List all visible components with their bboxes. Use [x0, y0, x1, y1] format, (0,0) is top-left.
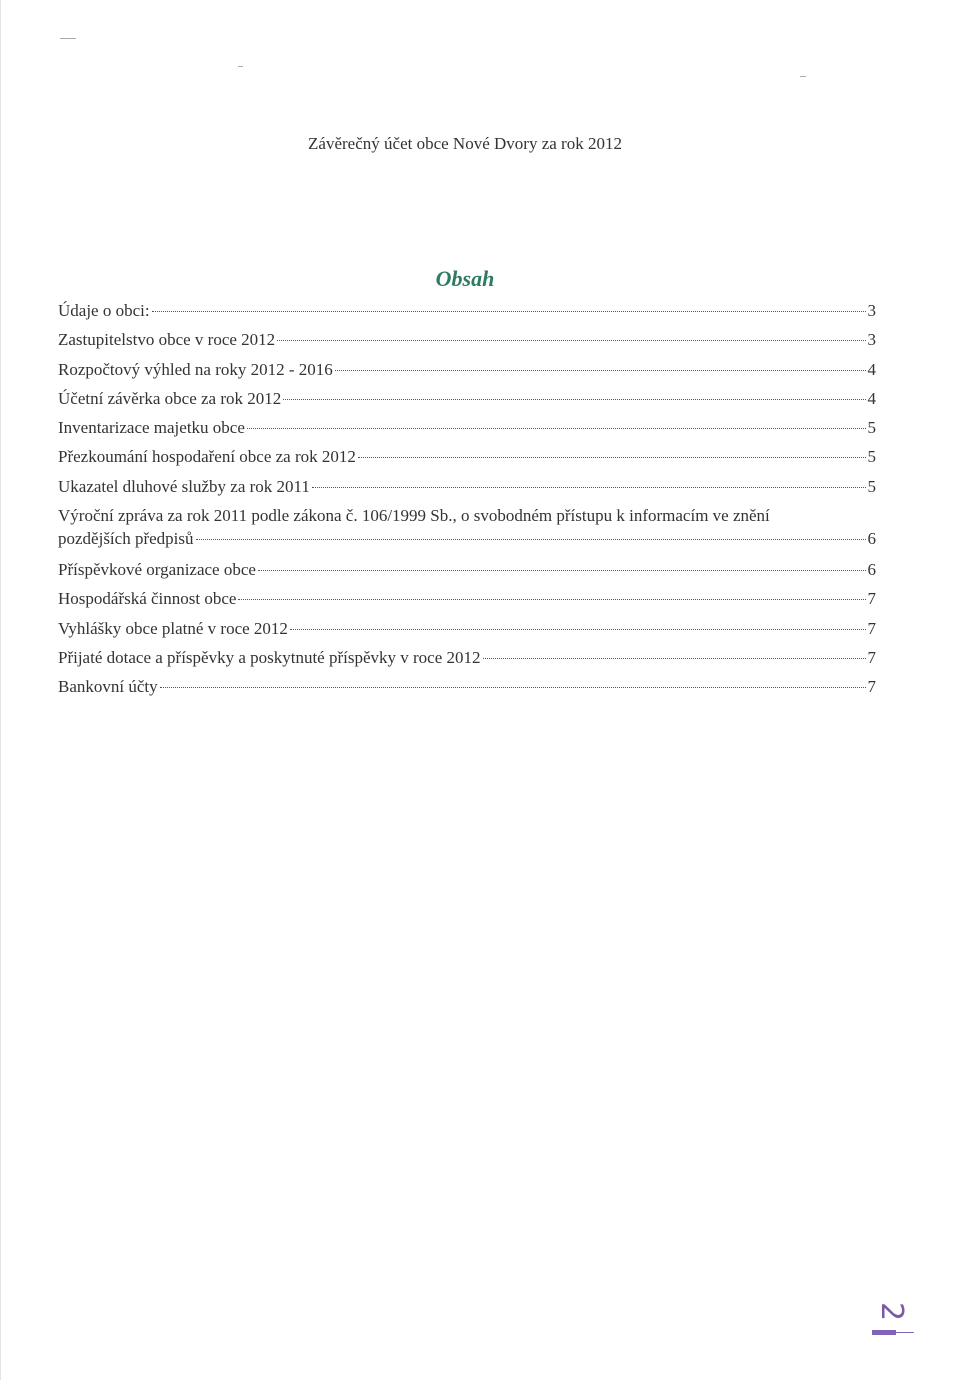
toc-page-number: 7 [867, 589, 876, 609]
toc-heading: Obsah [435, 266, 495, 291]
toc-leader-dots [258, 570, 866, 571]
toc-entry[interactable] [58, 672, 876, 701]
toc-leader-dots [483, 658, 866, 659]
page-number-stamp [872, 1298, 918, 1338]
toc-entry[interactable] [58, 643, 876, 672]
toc-entry[interactable] [58, 501, 876, 555]
toc-entry-text: Ukazatel dluhové služby za rok 2011 [58, 476, 310, 496]
toc-page-number: 5 [867, 418, 876, 438]
toc-page-number: 7 [867, 618, 876, 638]
toc-entry-text: Příspěvkové organizace obce [58, 560, 256, 580]
toc-leader-dots [358, 457, 866, 458]
toc-entry[interactable] [58, 296, 876, 325]
toc-leader-dots [335, 370, 866, 371]
toc-leader-dots [283, 399, 865, 400]
toc-entry[interactable] [58, 384, 876, 413]
toc-page-number: 3 [867, 301, 876, 320]
stamp-bar [872, 1330, 896, 1335]
table-of-contents [58, 296, 876, 702]
toc-entry[interactable] [58, 472, 876, 501]
toc-entry[interactable] [58, 355, 876, 384]
toc-page-number: 6 [867, 560, 876, 580]
toc-leader-dots [160, 687, 866, 688]
toc-entry[interactable] [58, 442, 876, 471]
toc-entry[interactable] [58, 555, 876, 584]
toc-leader-dots [152, 311, 866, 312]
toc-leader-dots [247, 428, 866, 429]
toc-entry[interactable] [58, 584, 876, 613]
toc-entry-text: Výroční zpráva za rok 2011 podle zákona č. 106/1999 Sb., o svobodném přístupu k informacím ve znění [58, 506, 770, 526]
toc-leader-dots [238, 599, 865, 600]
scan-speck [238, 66, 243, 67]
toc-entry-text: Přijaté dotace a příspěvky a poskytnuté příspěvky v roce 2012 [58, 647, 481, 667]
toc-entry-text: Inventarizace majetku obce [58, 418, 245, 438]
toc-entry[interactable] [58, 325, 876, 354]
toc-page-number: 6 [867, 529, 876, 549]
toc-entry-text: Vyhlášky obce platné v roce 2012 [58, 618, 288, 638]
toc-entry-text: Údaje o obci: [58, 301, 150, 320]
toc-page-number: 7 [867, 647, 876, 667]
page-edge [0, 0, 1, 1380]
toc-page-number: 7 [867, 677, 876, 697]
page-number-digit: 2 [874, 1301, 910, 1322]
toc-entry-text: Přezkoumání hospodaření obce za rok 2012 [58, 447, 356, 467]
toc-entry-text: Účetní závěrka obce za rok 2012 [58, 388, 282, 408]
toc-page-number: 5 [867, 476, 876, 496]
toc-page-number: 3 [867, 330, 876, 350]
toc-leader-dots [312, 487, 866, 488]
toc-leader-dots [277, 340, 865, 341]
toc-entry-text: Zastupitelstvo obce v roce 2012 [58, 330, 276, 350]
toc-entry-continuation: pozdějších předpisů [58, 529, 194, 549]
scan-speck [60, 38, 76, 39]
toc-entry-text: Hospodářská činnost obce [58, 589, 237, 609]
toc-leader-dots [196, 539, 866, 540]
toc-page-number: 4 [867, 388, 876, 408]
toc-page-number: 5 [867, 447, 876, 467]
toc-page-number: 4 [867, 359, 876, 379]
toc-entry[interactable] [58, 413, 876, 442]
toc-entry-text: Rozpočtový výhled na roky 2012 - 2016 [58, 359, 333, 379]
toc-leader-dots [290, 629, 866, 630]
toc-entry[interactable] [58, 614, 876, 643]
stamp-line [896, 1332, 914, 1333]
toc-entry-text: Bankovní účty [58, 677, 158, 697]
document-title: Závěrečný účet obce Nové Dvory za rok 2012 [308, 134, 622, 153]
scan-speck [800, 76, 806, 77]
